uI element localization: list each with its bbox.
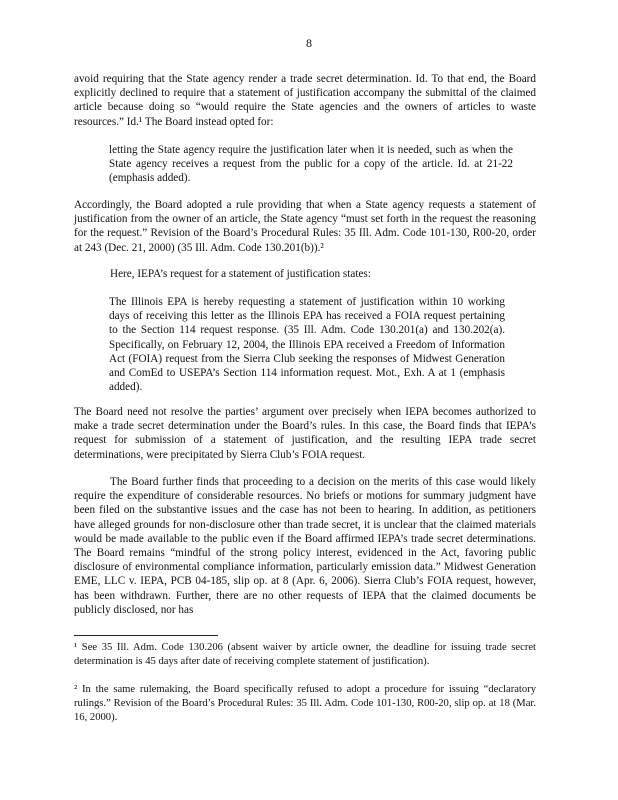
block-quote-opted-for: letting the State agency require the justification later when it is needed, such as when the State agency receives a request from the public for a copy of the article. Id. at 21-22 (emphasis added). [109, 144, 513, 185]
footnote-2: ² In the same rulemaking, the Board specifically refused to adopt a procedure for issuing “declaratory rulings.” Revision of the Board’s Procedural Rules: 35 Ill. Adm. Code 101-130, R00-20, slip op. at 18 (Mar. 16, 2000). [74, 684, 536, 723]
paragraph-iepa-request-intro: Here, IEPA’s request for a statement of justification states: [110, 268, 371, 280]
paragraph-accordingly: Accordingly, the Board adopted a rule providing that when a State agency requests a statement of justification from the owner of an article, the State agency “must set forth in the request the reasoning for the request.” Revision of the Board’s Procedural Rules: 35 Ill. Adm. Code 101-130, R00-20, order at 243 (Dec. 21, 2000) (35 Ill. Adm. Code 130.201(b)).² [74, 199, 536, 254]
block-quote-iepa-letter: The Illinois EPA is hereby requesting a statement of justification within 10 working days of receiving this letter as the Illinois EPA has received a FOIA request pertaining to the Section 114 request response. (35 Ill. Adm. Code 130.201(a) and 130.202(a). Specifically, on February 12, 2004, the Illinois EPA received a Freedom of Information Act (FOIA) request from the Sierra Club seeking the responses of Midwest Generation and ComEd to USEPA’s Section 114 information request. Mot., Exh. A at 1 (emphasis added). [109, 296, 505, 394]
footnote-1: ¹ See 35 Ill. Adm. Code 130.206 (absent waiver by article owner, the deadline for issuing trade secret determination is 45 days after date of receiving complete statement of justification). [74, 642, 536, 667]
paragraph-board-need-not-resolve: The Board need not resolve the parties’ argument over precisely when IEPA becomes authorized to make a trade secret determination under the Board’s rules. In this case, the Board finds that IEPA’s request for submission of a statement of justification, and the resulting IEPA trade secret determinations, were precipitated by Sierra Club’s FOIA request. [74, 406, 536, 461]
paragraph-board-further-finds: The Board further finds that proceeding to a decision on the merits of this case would likely require the expenditure of considerable resources. No briefs or motions for summary judgment have been filed on the substantive issues and the case has not been to hearing. In addition, as petitioners have alleged grounds for non-disclosure other than trade secret, it is unclear that the claimed materials would be made available to the public even if the Board affirmed IEPA’s trade secret determinations. The Board remains “mindful of the strong policy interest, evidenced in the Act, favoring public disclosure of environmental compliance information, particularly emission data.” Midwest Generation EME, LLC v. IEPA, PCB 04-185, slip op. at 8 (Apr. 6, 2006). Sierra Club’s FOIA request, however, has been withdrawn. Further, there are no other requests of IEPA that the claimed documents be publicly disclosed, nor has [74, 476, 536, 616]
paragraph-intro: avoid requiring that the State agency render a trade secret determination. Id. To that end, the Board explicitly declined to require that a statement of justification accompany the submittal of the claimed article because doing so “would require the State agencies and the owners of articles to waste resources.” Id.¹ The Board instead opted for: [74, 73, 536, 128]
page-number: 8 [306, 36, 312, 50]
footnote-divider [74, 635, 218, 636]
